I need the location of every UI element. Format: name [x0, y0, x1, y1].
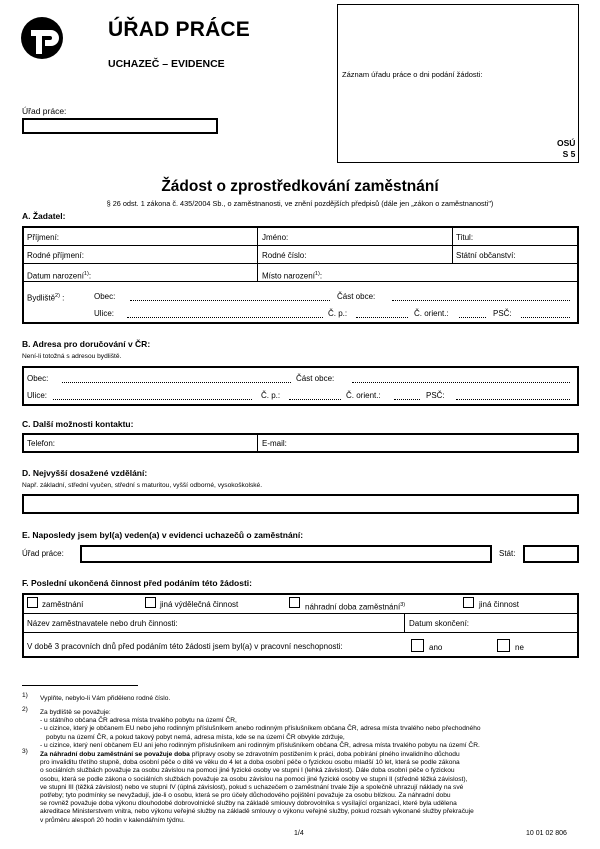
org-subtitle: UCHAZEČ – EVIDENCE	[108, 58, 225, 70]
opt-substitute-period-label: náhradní doba zaměstnání$^{3)}$	[305, 602, 406, 612]
contact-box	[22, 433, 579, 453]
b-municipality-part-input[interactable]	[352, 382, 570, 383]
delivery-address-box	[22, 366, 579, 406]
birth-date-label: Datum narození	[27, 271, 84, 281]
education-input[interactable]	[22, 494, 579, 514]
b-street-input[interactable]	[53, 399, 252, 400]
psc-label: PSČ:	[493, 309, 512, 318]
e-office-input[interactable]	[80, 545, 492, 563]
street-label: Ulice:	[94, 309, 115, 318]
opt-other-gainful-label: jiná výdělečná činnost	[160, 600, 239, 609]
opt-other-activity-checkbox[interactable]	[463, 597, 474, 608]
b-psc-label: PSČ:	[426, 391, 445, 400]
b-cp-input[interactable]	[289, 399, 341, 400]
section-a-heading: A. Žadatel:	[22, 211, 66, 221]
phone-field[interactable]: Telefon:	[27, 439, 56, 448]
form-code-line1: OSÚ	[557, 138, 576, 148]
degree-field[interactable]: Titul:	[456, 233, 474, 242]
name-field[interactable]: Jméno:	[262, 233, 289, 242]
footnote-3-number: 3)	[22, 748, 28, 755]
b-co-label: Č. orient.:	[346, 391, 381, 400]
office-label: Úřad práce:	[22, 106, 67, 116]
form-code-line2: S 5	[562, 149, 576, 159]
incapacity-question: V době 3 pracovních dnů před podáním této žádosti jsem byl(a) v pracovní neschopnosti:	[27, 642, 343, 651]
b-psc-input[interactable]	[456, 399, 570, 400]
section-b-heading: B. Adresa pro doručování v ČR:	[22, 339, 151, 349]
b-cp-label: Č. p.:	[261, 391, 281, 400]
co-input[interactable]	[459, 317, 486, 318]
co-label: Č. orient.:	[414, 309, 449, 318]
opt-employment-checkbox[interactable]	[27, 597, 38, 608]
footnote-ref-1b: 1)	[314, 271, 320, 277]
birth-number-field[interactable]: Rodné číslo:	[262, 251, 307, 260]
incapacity-no-label: ne	[515, 643, 524, 652]
municipality-part-label: Část obce:	[337, 292, 376, 301]
opt-other-gainful-checkbox[interactable]	[145, 597, 156, 608]
incapacity-yes-checkbox[interactable]	[411, 639, 424, 652]
e-state-label: Stát:	[499, 549, 516, 558]
section-c-heading: C. Další možnosti kontaktu:	[22, 419, 134, 429]
footnote-ref-3: 3)	[400, 602, 406, 608]
email-field[interactable]: E-mail:	[262, 439, 287, 448]
section-e-heading: E. Naposledy jsem byl(a) veden(a) v evidenci uchazečů o zaměstnání:	[22, 530, 304, 540]
birth-place-label: Místo narození	[262, 271, 315, 281]
employer-field[interactable]: Název zaměstnavatele nebo druh činnosti:	[27, 619, 178, 628]
residence-label: Bydliště$^{2)}$ :	[27, 293, 65, 303]
labour-office-logo	[20, 16, 64, 60]
footnote-divider	[22, 685, 138, 686]
form-title: Žádost o zprostředkování zaměstnání	[161, 178, 439, 195]
opt-substitute-period-checkbox[interactable]	[289, 597, 300, 608]
footnote-1-number: 1)	[22, 692, 28, 699]
cp-input[interactable]	[356, 317, 408, 318]
footnote-2-text: Za bydliště se považuje: - u státního občana ČR adresa místa trvalého pobytu na území ČR, - u cizince, který je občanem EU nebo jeho rodinným příslušníkem anebo rodinným příslušníkem občana ČR, adresa místa trvalého nebo přechodného pobytu na území ČR, a pokud takový pobyt nemá, adresa místa, kde se na území ČR obvykle zdržuje, - u cizince, který není občanem EU ani jeho rodinným příslušníkem ani rodinným příslušníkem občana ČR, adresa místa trvalého pobytu na území ČR.	[40, 709, 481, 749]
street-input[interactable]	[127, 317, 323, 318]
stamp-box	[337, 4, 579, 163]
section-b-note: Není-li totožná s adresou bydliště.	[22, 353, 122, 360]
e-state-input[interactable]	[523, 545, 579, 563]
e-office-label: Úřad práce:	[22, 549, 64, 558]
birth-date-field[interactable]: Datum narození$^{1)}$:	[27, 271, 92, 281]
b-co-input[interactable]	[394, 399, 420, 400]
incapacity-no-checkbox[interactable]	[497, 639, 510, 652]
footnote-1-text: Vyplňte, nebylo-li Vám přiděleno rodné číslo.	[40, 695, 171, 702]
b-municipality-input[interactable]	[62, 382, 291, 383]
municipality-part-input[interactable]	[392, 300, 570, 301]
form-number: 10 01 02 806	[526, 830, 567, 837]
municipality-label: Obec:	[94, 292, 116, 301]
end-date-field[interactable]: Datum skončení:	[409, 619, 470, 628]
b-municipality-label: Obec:	[27, 374, 49, 383]
b-municipality-part-label: Část obce:	[296, 374, 335, 383]
section-d-heading: D. Nejvyšší dosažené vzdělání:	[22, 468, 148, 478]
section-f-heading: F. Poslední ukončená činnost před podáním této žádosti:	[22, 578, 252, 588]
incapacity-yes-label: ano	[429, 643, 443, 652]
birth-surname-field[interactable]: Rodné příjmení:	[27, 251, 84, 260]
footnote-ref-2: 2)	[55, 293, 60, 299]
opt-employment-label: zaměstnání	[42, 600, 84, 609]
footnote-3-text: Za náhradní dobu zaměstnání se považuje doba přípravy osoby se zdravotním postižením k práci, doba pobírání plného invalidního důchodu pro invaliditu třetího stupně, doba osobní péče o dítě ve věku do 4 let a doba osobní péče o fyzickou osobu mladší 10 let, která se podle zákona o sociálních službách považuje za osobu závislou na pomoci jiné fyzické osoby ve stupni I (lehká závislost). Dále doba osobní péče o fyzickou osobu, která se podle zákona o sociálních službách považuje za osobu závislou na pomoci jiné fyzické osoby ve stupni II (středně těžká závislost), ve stupni III (těžká závislost) nebo ve stupni IV (úplná závislost), pokud s uchazečem o zaměstnání trvale žije a společně uhrazují náklady na své potřeby; tyto podmínky se nevyžadují, jde-li o osobu, která se pro účely důchodového pojištění považuje za osobu blízkou. Za náhradní dobu se rovněž považuje doba výkonu dlouhodobé dobrovolnické služby na základě smlouvy dobrovolníka s vysílající organizací, které byla udělena akreditace Ministerstvem vnitra, nebo výkonu veřejné služby na základě smlouvy o výkonu veřejné služby, pokud rozsah vykonané služby překračuje v průměru alespoň 20 hodin v kalendářním týdnu.	[40, 751, 474, 824]
citizenship-field[interactable]: Státní občanství:	[456, 251, 516, 260]
section-d-note: Např. základní, střední vyučen, střední s maturitou, vyšší odborné, vysokoškolské.	[22, 482, 263, 489]
opt-other-activity-label: jiná činnost	[479, 600, 520, 609]
surname-field[interactable]: Příjmení:	[27, 233, 60, 242]
stamp-label: Záznam úřadu práce o dni podání žádosti:	[342, 70, 483, 79]
psc-input[interactable]	[521, 317, 570, 318]
org-title: ÚŘAD PRÁCE	[108, 18, 251, 41]
office-input[interactable]	[22, 118, 218, 134]
page-number: 1/4	[294, 830, 304, 837]
municipality-input[interactable]	[130, 300, 330, 301]
b-street-label: Ulice:	[27, 391, 48, 400]
birth-place-field[interactable]: Místo narození$^{1)}$:	[262, 271, 323, 281]
legal-basis: § 26 odst. 1 zákona č. 435/2004 Sb., o zaměstnanosti, ve znění pozdějších předpisů (dále jen „zákon o zaměstnanosti")	[106, 199, 494, 208]
footnote-2-number: 2)	[22, 706, 28, 713]
cp-label: Č. p.:	[328, 309, 348, 318]
footnote-ref-1: 1)	[83, 271, 89, 277]
form-code	[557, 138, 575, 160]
